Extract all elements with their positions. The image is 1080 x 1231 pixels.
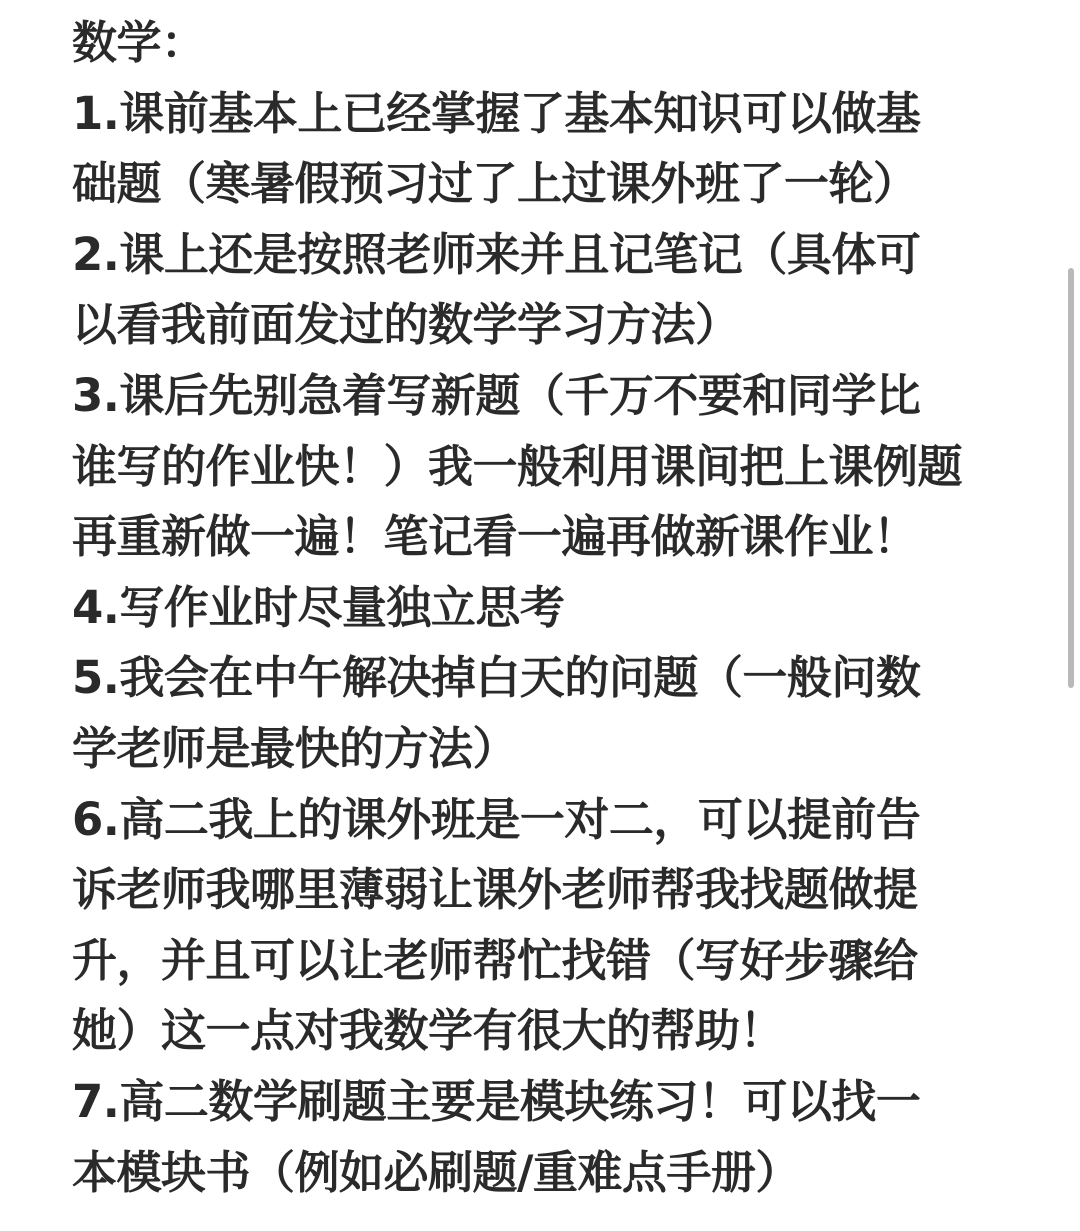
- note-line: 1.课前基本上已经掌握了基本知识可以做基: [72, 86, 921, 140]
- note-line: 4.写作业时尽量独立思考: [72, 580, 565, 634]
- note-line: 诉老师我哪里薄弱让课外老师帮我找题做提: [72, 863, 918, 917]
- note-line: 3.课后先别急着写新题（千万不要和同学比: [72, 368, 921, 422]
- note-line: 学老师是最快的方法）: [72, 721, 518, 775]
- note-line: 础题（寒暑假预习过了上过课外班了一轮）: [72, 157, 918, 211]
- note-line: 6.高二我上的课外班是一对二，可以提前告: [72, 792, 921, 846]
- note-line: 7.高二数学刷题主要是模块练习！可以找一: [72, 1074, 921, 1128]
- note-line: 本模块书（例如必刷题/重难点手册）: [72, 1145, 800, 1199]
- note-line: 再重新做一遍！笔记看一遍再做新课作业！: [72, 510, 918, 564]
- note-body: [72, 8, 1032, 1208]
- note-line: 她）这一点对我数学有很大的帮助！: [72, 1004, 785, 1058]
- note-line: 2.课上还是按照老师来并且记笔记（具体可: [72, 227, 921, 281]
- note-line: 谁写的作业快！）我一般利用课间把上课例题: [72, 439, 963, 493]
- note-line: 以看我前面发过的数学学习方法）: [72, 298, 740, 352]
- note-title: 数学：: [72, 16, 206, 69]
- note-line: 升，并且可以让老师帮忙找错（写好步骤给: [72, 933, 918, 987]
- note-line: 5.我会在中午解决掉白天的问题（一般问数: [72, 651, 921, 705]
- vertical-scrollbar[interactable]: [1068, 268, 1074, 688]
